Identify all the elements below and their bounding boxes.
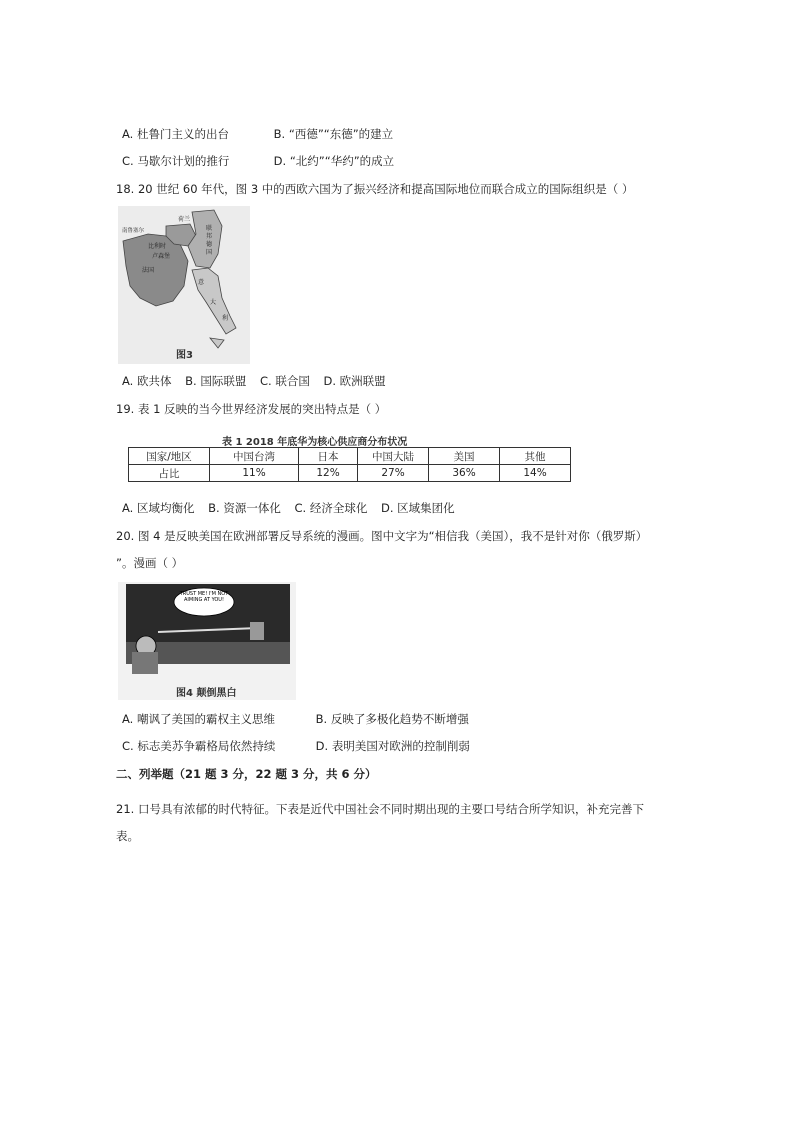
table-cell: 27% <box>358 465 429 482</box>
q19-option-b: B. 资源一体化 <box>208 501 281 515</box>
q17-option-d: D. “北约”“华约”的成立 <box>273 154 395 168</box>
map-label-germany-4: 国 <box>206 249 213 256</box>
table-header-cell: 其他 <box>500 448 571 465</box>
q21-stem-line2: 表。 <box>116 829 139 843</box>
q19-option-c: C. 经济全球化 <box>294 501 368 515</box>
q18-option-d: D. 欧洲联盟 <box>323 374 386 388</box>
map-label-italy-1: 意 <box>198 279 205 286</box>
q18-option-c: C. 联合国 <box>260 374 310 388</box>
speech-bubble-text: TRUST ME! I'M NOT AIMING AT YOU! <box>179 591 229 603</box>
map-label-belgium: 比利时 <box>148 243 167 250</box>
map-label-italy-2: 大 <box>210 299 217 306</box>
cartoon-image <box>118 582 296 700</box>
map-label-italy-3: 利 <box>222 315 229 322</box>
map-label-france: 法国 <box>142 267 155 274</box>
q20-figure-caption: 图4 颠倒黑白 <box>176 688 237 699</box>
map-label-netherlands: 荷兰 <box>178 216 191 223</box>
q19-stem: 19. 表 1 反映的当今世界经济发展的突出特点是（ ） <box>116 402 387 416</box>
table-cell: 36% <box>429 465 500 482</box>
q17-options-row2 <box>122 153 394 169</box>
q21-stem-line1: 21. 口号具有浓郁的时代特征。下表是近代中国社会不同时期出现的主要口号结合所学知识，补充完善下 <box>116 802 644 816</box>
q20-option-b: B. 反映了多极化趋势不断增强 <box>315 712 469 726</box>
map-label-luxembourg: 卢森堡 <box>152 253 171 260</box>
q20-stem-line2: ”。漫画（ ） <box>116 556 184 570</box>
table-cell: 11% <box>210 465 299 482</box>
q17-option-c: C. 马歇尔计划的推行 <box>122 154 230 168</box>
q18-option-b: B. 国际联盟 <box>185 374 247 388</box>
q19-option-a: A. 区域均衡化 <box>122 501 195 515</box>
q19-options <box>122 500 455 516</box>
europe-map-image <box>118 206 250 364</box>
q17-option-b: B. “西德”“东德”的建立 <box>273 127 394 141</box>
q19-option-d: D. 区域集团化 <box>381 501 455 515</box>
q20-cartoon-figure <box>118 582 296 700</box>
q19-table <box>128 447 571 482</box>
map-label-germany-2: 邦 <box>206 233 213 240</box>
q17-options-row1 <box>122 126 393 142</box>
q20-option-c: C. 标志美苏争霸格局依然持续 <box>122 739 276 753</box>
q20-option-a: A. 嘲讽了美国的霸权主义思维 <box>122 712 275 726</box>
table-header-cell: 美国 <box>429 448 500 465</box>
map-label-germany-1: 联 <box>206 225 213 232</box>
q18-figure-caption: 图3 <box>176 350 193 361</box>
table-cell: 14% <box>500 465 571 482</box>
q20-options-row2 <box>122 738 470 754</box>
q18-map-figure <box>118 206 250 364</box>
table-cell: 占比 <box>129 465 210 482</box>
q20-options-row1 <box>122 711 469 727</box>
q20-option-d: D. 表明美国对欧洲的控制削弱 <box>315 739 470 753</box>
map-label-top: 南鲁塞尔 <box>122 228 145 234</box>
section2-title: 二、列举题（21 题 3 分，22 题 3 分，共 6 分） <box>116 767 377 781</box>
q18-option-a: A. 欧共体 <box>122 374 172 388</box>
table-row <box>129 448 571 465</box>
map-label-germany-3: 德 <box>206 241 213 248</box>
table-cell: 12% <box>299 465 358 482</box>
table-header-cell: 日本 <box>299 448 358 465</box>
q17-option-a: A. 杜鲁门主义的出台 <box>122 127 229 141</box>
table-header-cell: 国家/地区 <box>129 448 210 465</box>
q20-stem-line1: 20. 图 4 是反映美国在欧洲部署反导系统的漫画。图中文字为“相信我（美国），我不是针对你（俄罗斯） <box>116 529 648 543</box>
table-header-cell: 中国大陆 <box>358 448 429 465</box>
q18-stem: 18. 20 世纪 60 年代，图 3 中的西欧六国为了振兴经济和提高国际地位而联合成立的国际组织是（ ） <box>116 182 634 196</box>
q18-options <box>122 373 386 389</box>
table-header-cell: 中国台湾 <box>210 448 299 465</box>
q19-table-title: 表 1 2018 年底华为核心供应商分布状况 <box>222 437 408 448</box>
q19-table-container <box>128 447 571 482</box>
table-row <box>129 465 571 482</box>
